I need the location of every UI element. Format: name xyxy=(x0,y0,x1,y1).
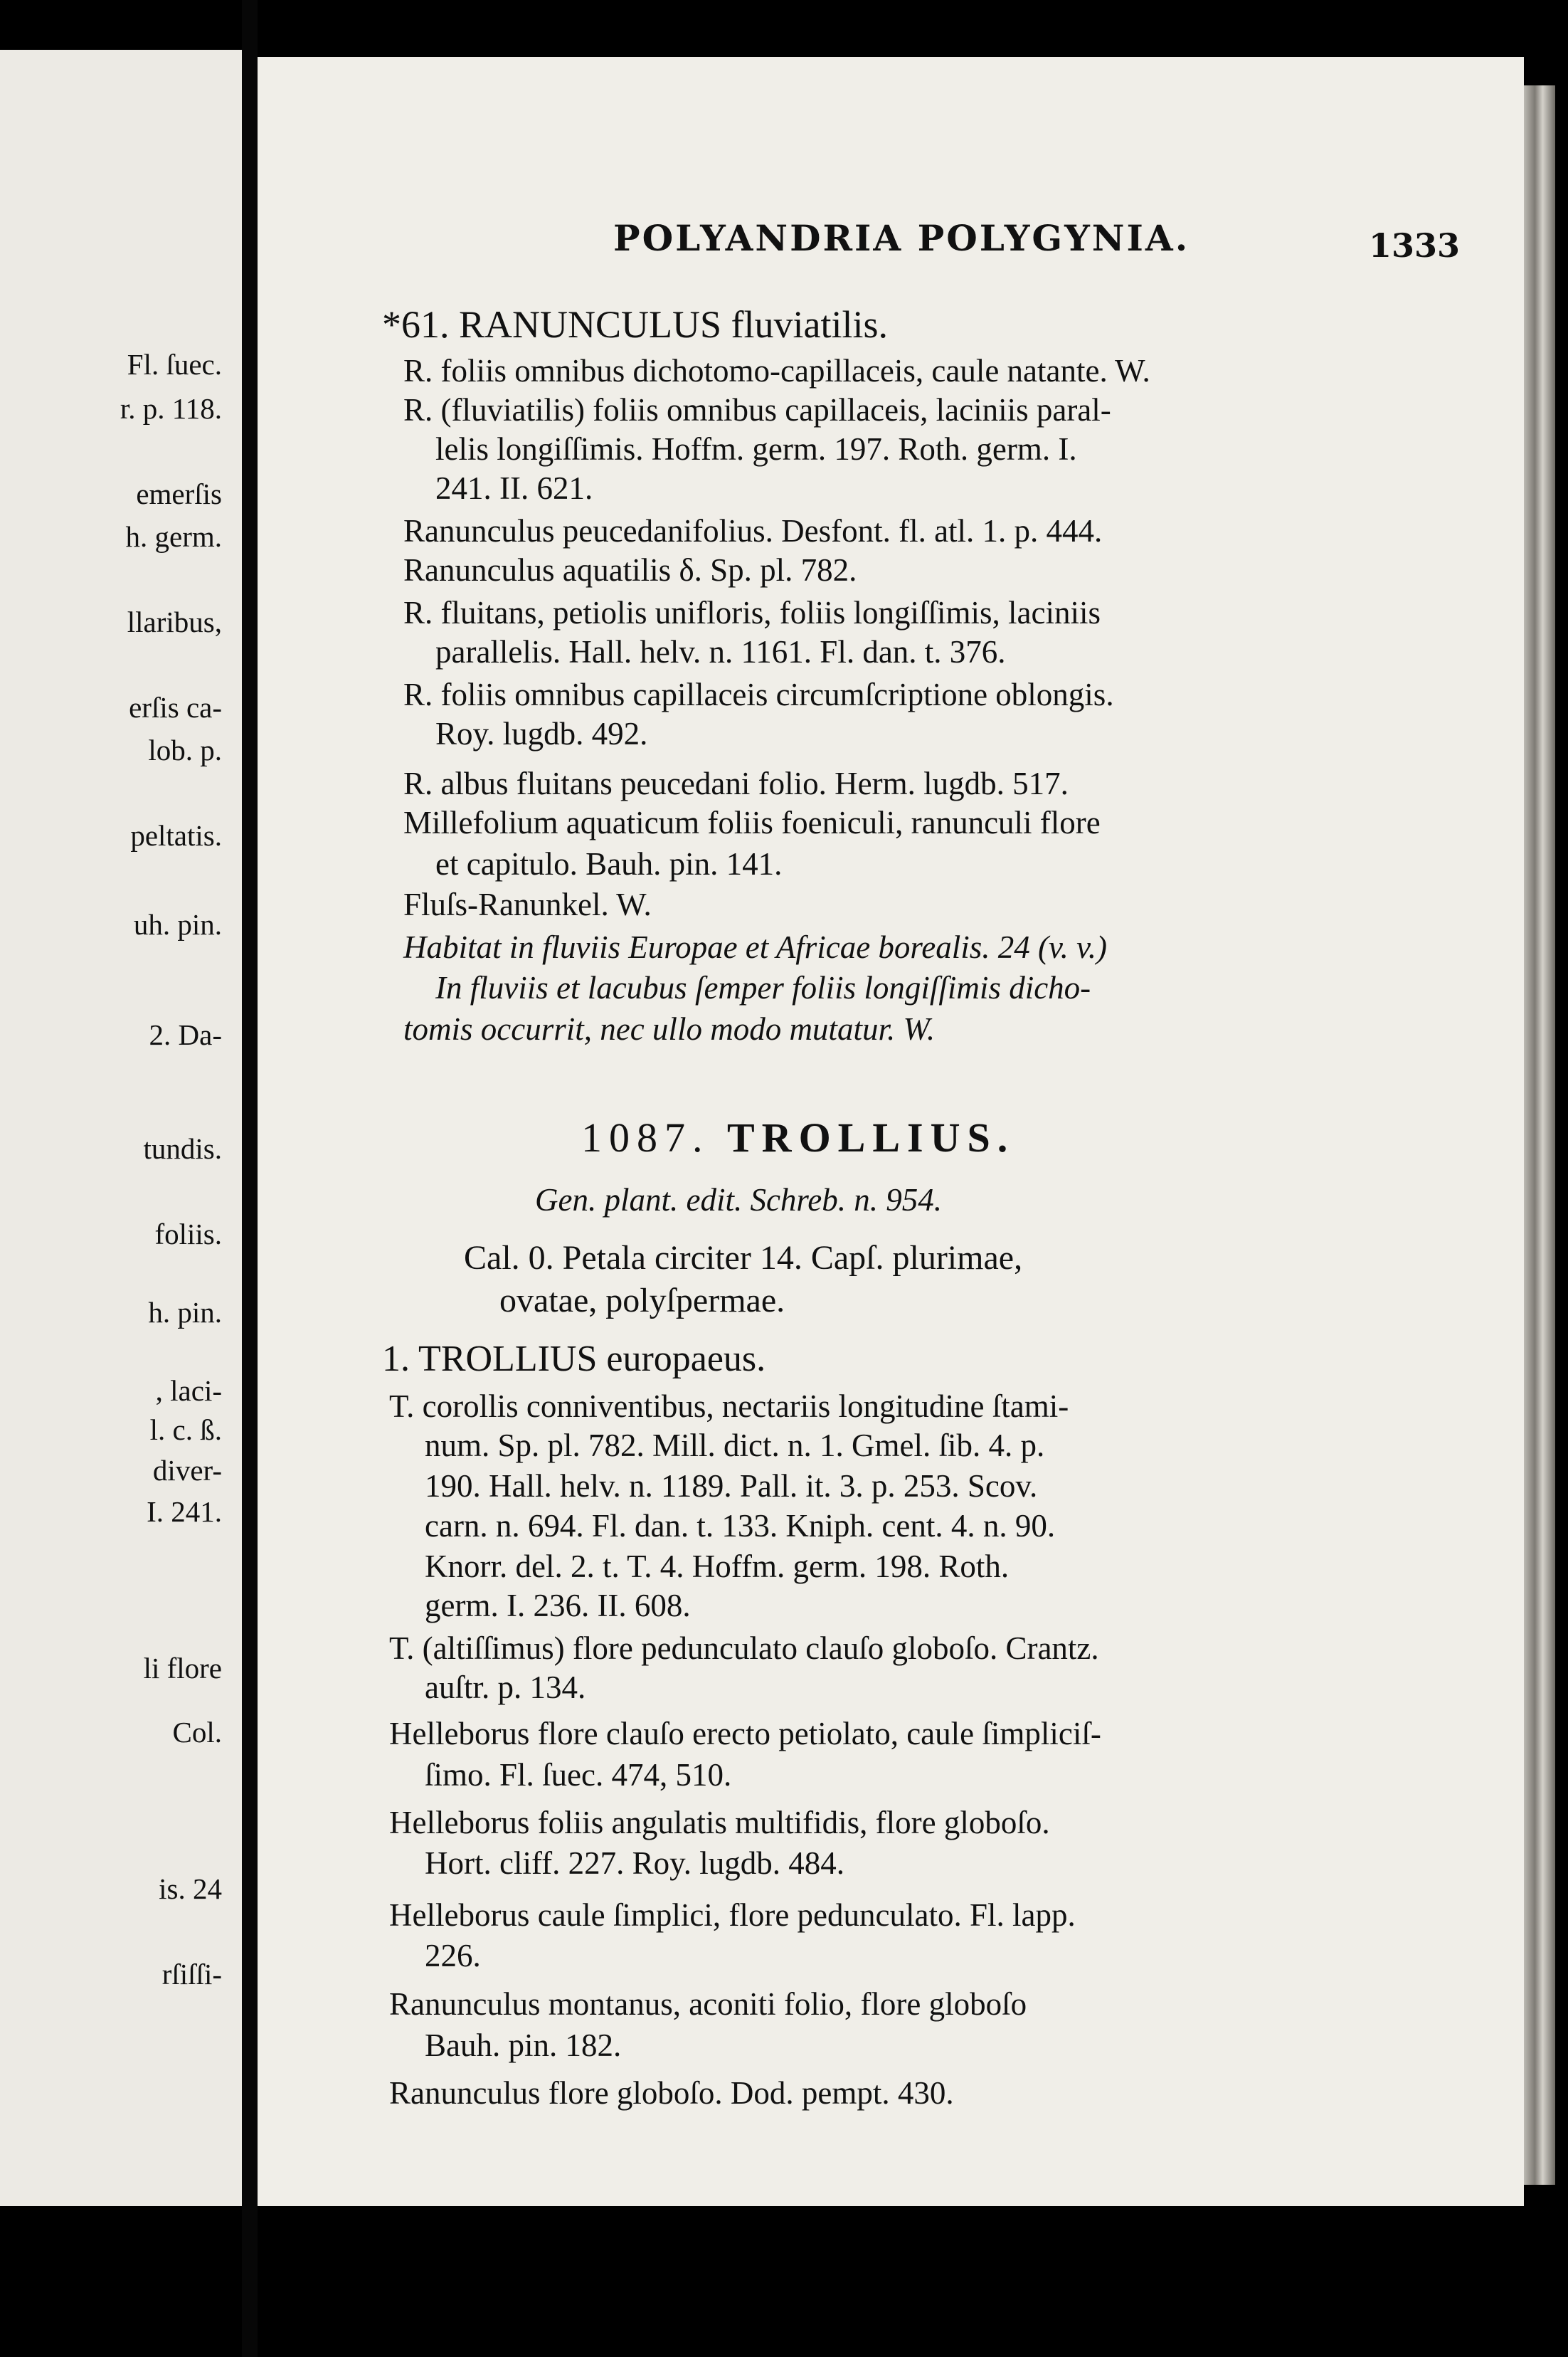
genus-name: TROLLIUS. xyxy=(727,1114,1015,1161)
synonym-line: R. albus fluitans peucedani folio. Herm. lugdb. 517. xyxy=(403,766,1069,801)
left-page-line: is. 24 xyxy=(159,1872,222,1905)
synonym-line: germ. I. 236. II. 608. xyxy=(425,1588,691,1623)
genus-character: Cal. 0. Petala circiter 14. Capſ. plurimae, xyxy=(464,1239,1023,1277)
synonym-line: Roy. lugdb. 492. xyxy=(435,716,648,752)
left-page-line: Fl. ſuec. xyxy=(127,348,222,381)
page-edge-shadow xyxy=(1524,85,1555,2185)
genus-character: ovatae, polyſpermae. xyxy=(499,1282,785,1319)
synonym-line: R. fluitans, petiolis unifloris, foliis longiſſimis, laciniis xyxy=(403,595,1101,631)
left-page-line: llaribus, xyxy=(127,606,222,638)
left-page-line: h. germ. xyxy=(125,520,222,553)
genus-reference: Gen. plant. edit. Schreb. n. 954. xyxy=(535,1182,942,1218)
vernacular-name: Fluſs-Ranunkel. W. xyxy=(403,887,652,922)
synonym-line: T. (altiſſimus) flore pedunculato clauſo globoſo. Crantz. xyxy=(389,1630,1099,1666)
left-page-line: erſis ca- xyxy=(129,691,222,724)
synonym-line: T. corollis conniventibus, nectariis longitudine ſtami- xyxy=(389,1388,1069,1424)
genus-number: 1087. xyxy=(581,1114,710,1161)
left-page-line: li flore xyxy=(143,1652,222,1684)
synonym-line: num. Sp. pl. 782. Mill. dict. n. 1. Gmel. ſib. 4. p. xyxy=(425,1428,1045,1463)
synonym-line: ſimo. Fl. ſuec. 474, 510. xyxy=(425,1757,732,1793)
left-page-fragment xyxy=(0,50,242,2206)
synonym-line: auſtr. p. 134. xyxy=(425,1670,586,1705)
synonym-line: R. (fluviatilis) foliis omnibus capillaceis, laciniis paral- xyxy=(403,392,1111,428)
synonym-line: 241. II. 621. xyxy=(435,470,593,506)
synonym-line: Millefolium aquaticum foliis foeniculi, ranunculi flore xyxy=(403,805,1101,840)
book-gutter xyxy=(242,0,258,2357)
synonym-line: Ranunculus montanus, aconiti folio, flore globoſo xyxy=(389,1986,1027,2022)
left-page-line: 2. Da- xyxy=(149,1018,222,1051)
page-number: 1333 xyxy=(1368,226,1460,265)
left-page-line: Col. xyxy=(172,1716,222,1749)
left-page-line: rſiſſi- xyxy=(161,1958,222,1990)
synonym-line: et capitulo. Bauh. pin. 141. xyxy=(435,846,783,882)
species-heading: *61. RANUNCULUS fluviatilis. xyxy=(382,303,889,346)
left-page-line: I. 241. xyxy=(147,1495,222,1528)
synonym-line: Ranunculus peucedanifolius. Desfont. fl. atl. 1. p. 444. xyxy=(403,513,1103,549)
synonym-line: R. foliis omnibus dichotomo-capillaceis, caule natante. W. xyxy=(403,353,1150,389)
synonym-line: Ranunculus aquatilis δ. Sp. pl. 782. xyxy=(403,552,857,588)
synonym-line: 226. xyxy=(425,1938,481,1973)
left-page-line: h. pin. xyxy=(148,1296,222,1329)
synonym-line: Helleborus caule ſimplici, flore pedunculato. Fl. lapp. xyxy=(389,1897,1076,1933)
synonym-line: Hort. cliff. 227. Roy. lugdb. 484. xyxy=(425,1845,844,1881)
synonym-line: Ranunculus flore globoſo. Dod. pempt. 430. xyxy=(389,2075,954,2111)
left-page-line: tundis. xyxy=(143,1132,222,1165)
left-page-line: lob. p. xyxy=(148,734,222,766)
left-page-line: emerſis xyxy=(136,478,222,510)
left-page-line: foliis. xyxy=(154,1218,222,1250)
note-line: tomis occurrit, nec ullo modo mutatur. W. xyxy=(403,1011,936,1047)
synonym-line: R. foliis omnibus capillaceis circumſcriptione oblongis. xyxy=(403,677,1114,712)
synonym-line: 190. Hall. helv. n. 1189. Pall. it. 3. p. 253. Scov. xyxy=(425,1468,1038,1504)
synonym-line: carn. n. 694. Fl. dan. t. 133. Kniph. cent. 4. n. 90. xyxy=(425,1508,1056,1544)
synonym-line: Bauh. pin. 182. xyxy=(425,2028,622,2063)
habitat-line: Habitat in fluviis Europae et Africae borealis. 24 (v. v.) xyxy=(403,929,1107,965)
left-page-line: peltatis. xyxy=(130,819,222,852)
main-page xyxy=(258,57,1524,2206)
synonym-line: Knorr. del. 2. t. T. 4. Hoffm. germ. 198. Roth. xyxy=(425,1549,1010,1584)
synonym-line: Helleborus foliis angulatis multifidis, flore globoſo. xyxy=(389,1805,1050,1840)
species-heading: 1. TROLLIUS europaeus. xyxy=(382,1339,766,1379)
synonym-line: Helleborus flore clauſo erecto petiolato, caule ſimpliciſ- xyxy=(389,1716,1101,1751)
synonym-line: lelis longiſſimis. Hoffm. germ. 197. Roth. germ. I. xyxy=(435,431,1077,467)
synonym-line: parallelis. Hall. helv. n. 1161. Fl. dan. t. 376. xyxy=(435,634,1006,670)
left-page-line: , laci- xyxy=(155,1374,222,1407)
left-page-line: l. c. ß. xyxy=(149,1413,222,1446)
left-page-line: diver- xyxy=(152,1454,222,1487)
left-page-line: uh. pin. xyxy=(133,908,222,941)
left-page-line: r. p. 118. xyxy=(120,392,222,425)
genus-heading xyxy=(581,1114,1015,1161)
running-header: POLYANDRIA POLYGYNIA. xyxy=(613,217,1190,259)
note-line: In fluviis et lacubus ſemper foliis longiſſimis dicho- xyxy=(435,970,1091,1006)
